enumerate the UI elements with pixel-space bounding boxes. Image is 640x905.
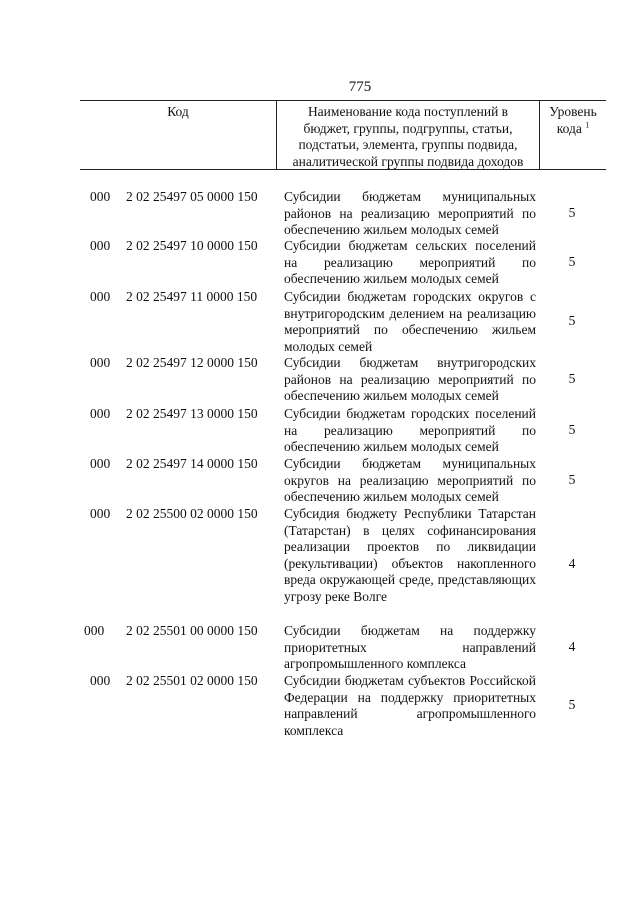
header-name-line: подстатьи, элемента, группы подвида, <box>298 137 518 152</box>
row-income-code: 2 02 25497 05 0000 150 <box>126 189 258 204</box>
row-income-code: 2 02 25501 00 0000 150 <box>126 623 258 638</box>
header-level <box>540 101 606 169</box>
row-income-code: 2 02 25497 13 0000 150 <box>126 406 258 421</box>
page-number: 775 <box>348 79 372 95</box>
row-admin-code: 000 <box>90 289 111 304</box>
row-description: Субсидии бюджетам на поддержку приоритетных направлений агропромышленного комплекса <box>284 623 536 671</box>
row-level: 5 <box>568 371 576 386</box>
row-level: 4 <box>568 639 576 654</box>
row-level: 4 <box>568 556 576 571</box>
row-level: 5 <box>568 313 576 328</box>
row-description: Субсидии бюджетам внутригородских районов на реализацию мероприятий по обеспечению жильем молодых семей <box>284 355 536 403</box>
row-admin-code: 000 <box>90 406 111 421</box>
row-income-code: 2 02 25497 10 0000 150 <box>126 238 258 253</box>
row-description: Субсидии бюджетам субъектов Российской Федерации на поддержку приоритетных направлений агропромышленного комплекса <box>284 673 536 738</box>
row-admin-code: 000 <box>90 506 111 521</box>
row-level: 5 <box>568 205 576 220</box>
row-income-code: 2 02 25497 12 0000 150 <box>126 355 258 370</box>
header-code: Код <box>167 104 189 119</box>
row-level: 5 <box>568 472 576 487</box>
header-name-line: бюджет, группы, подгруппы, статьи, <box>303 120 513 136</box>
header-name-line: Наименование кода поступлений в <box>307 104 509 119</box>
row-description: Субсидии бюджетам городских округов с внутригородским делением на реализацию мероприятий по обеспечению жильем молодых семей <box>284 289 536 354</box>
header-level-footnote: 1 <box>585 120 590 129</box>
row-level: 5 <box>568 422 576 437</box>
header-name <box>276 101 540 169</box>
row-admin-code: 000 <box>90 189 111 204</box>
row-admin-code: 000 <box>90 238 111 253</box>
row-admin-code: 000 <box>90 673 111 688</box>
row-description: Субсидии бюджетам муниципальных округов на реализацию мероприятий по обеспечению жильем молодых семей <box>284 456 536 504</box>
row-admin-code: 000 <box>84 623 105 638</box>
row-description: Субсидии бюджетам городских поселений на реализацию мероприятий по обеспечению жильем молодых семей <box>284 406 536 454</box>
header-level-line1: Уровень <box>549 104 597 119</box>
table-header <box>80 100 606 170</box>
row-level: 5 <box>568 254 576 269</box>
header-name-line: аналитической группы подвида доходов <box>292 153 524 169</box>
row-description: Субсидии бюджетам муниципальных районов на реализацию мероприятий по обеспечению жильем молодых семей <box>284 189 536 237</box>
row-income-code: 2 02 25500 02 0000 150 <box>126 506 258 521</box>
row-admin-code: 000 <box>90 355 111 370</box>
row-income-code: 2 02 25497 11 0000 150 <box>126 289 258 304</box>
row-description: Субсидия бюджету Республики Татарстан (Татарстан) в целях софинансирования реализации проектов по ликвидации (рекультивации) объектов накопленного вреда окружающей среде, представляющих угрозу реке Волге <box>284 506 536 604</box>
row-income-code: 2 02 25497 14 0000 150 <box>126 456 258 471</box>
row-admin-code: 000 <box>90 456 111 471</box>
header-level-line2 <box>540 121 606 138</box>
header-level-word: кода <box>556 120 582 136</box>
row-income-code: 2 02 25501 02 0000 150 <box>126 673 258 688</box>
row-level: 5 <box>568 697 576 712</box>
row-description: Субсидии бюджетам сельских поселений на реализацию мероприятий по обеспечению жильем молодых семей <box>284 238 536 286</box>
